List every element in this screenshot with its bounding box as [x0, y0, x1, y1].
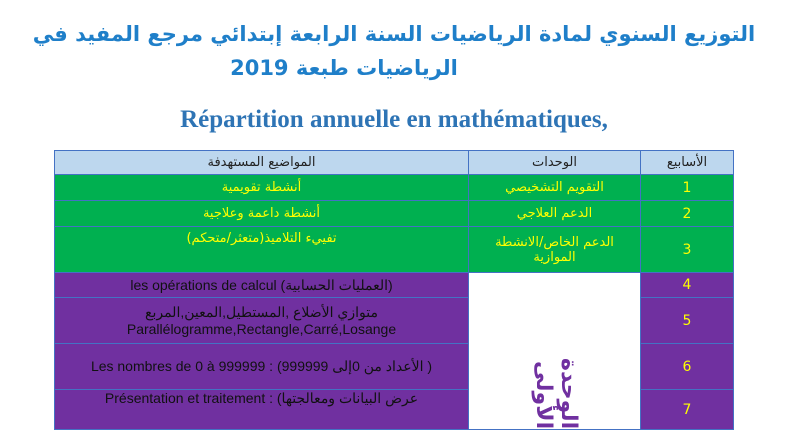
header-topics: المواضيع المستهدفة [55, 151, 469, 175]
topic-cell: أنشطة داعمة وعلاجية [55, 201, 469, 227]
french-title: Répartition annuelle en mathématiques, [180, 106, 608, 133]
week-cell: 6 [641, 344, 734, 390]
header-units: الوحدات [469, 151, 641, 175]
table-header-row [55, 151, 734, 175]
unit-one-label: الوحدة الأولى [531, 357, 581, 429]
topic-cell: Présentation et traitement : (عرض البيانات ومعالجتها [55, 390, 469, 430]
topic-cell: Les nombres de 0 à 999999 : (الأعداد من 0إلى 999999 ) [55, 344, 469, 390]
merged-unit-cell [469, 273, 641, 430]
unit-cell: الدعم الخاص/الانشطة الموازية [469, 227, 641, 273]
topic-cell: تفييء التلاميذ(متعثر/متحكم) [55, 227, 469, 273]
arabic-title-line-1: التوزيع السنوي لمادة الرياضيات السنة الرابعة إبتدائي مرجع المفيد في [32, 22, 756, 46]
topic-cell: متوازي الأضلاع ,المستطيل,المعين,المربع Parallélogramme,Rectangle,Carré,Losange [55, 298, 469, 344]
week-cell: 2 [641, 201, 734, 227]
header-weeks: الأسابيع [641, 151, 734, 175]
unit-cell: التقويم التشخيصي [469, 175, 641, 201]
table-row [55, 227, 734, 273]
unit-cell: الدعم العلاجي [469, 201, 641, 227]
week-cell: 1 [641, 175, 734, 201]
arabic-title-line-2: الرياضيات طبعة 2019 [230, 56, 458, 80]
table-row [55, 201, 734, 227]
week-cell: 3 [641, 227, 734, 273]
week-cell: 7 [641, 390, 734, 430]
topic-cell: les opérations de calcul (العمليات الحسابية) [55, 273, 469, 298]
topic-cell: أنشطة تقويمية [55, 175, 469, 201]
distribution-table [54, 150, 734, 430]
table-row [55, 273, 734, 298]
week-cell: 5 [641, 298, 734, 344]
table-row [55, 175, 734, 201]
week-cell: 4 [641, 273, 734, 298]
